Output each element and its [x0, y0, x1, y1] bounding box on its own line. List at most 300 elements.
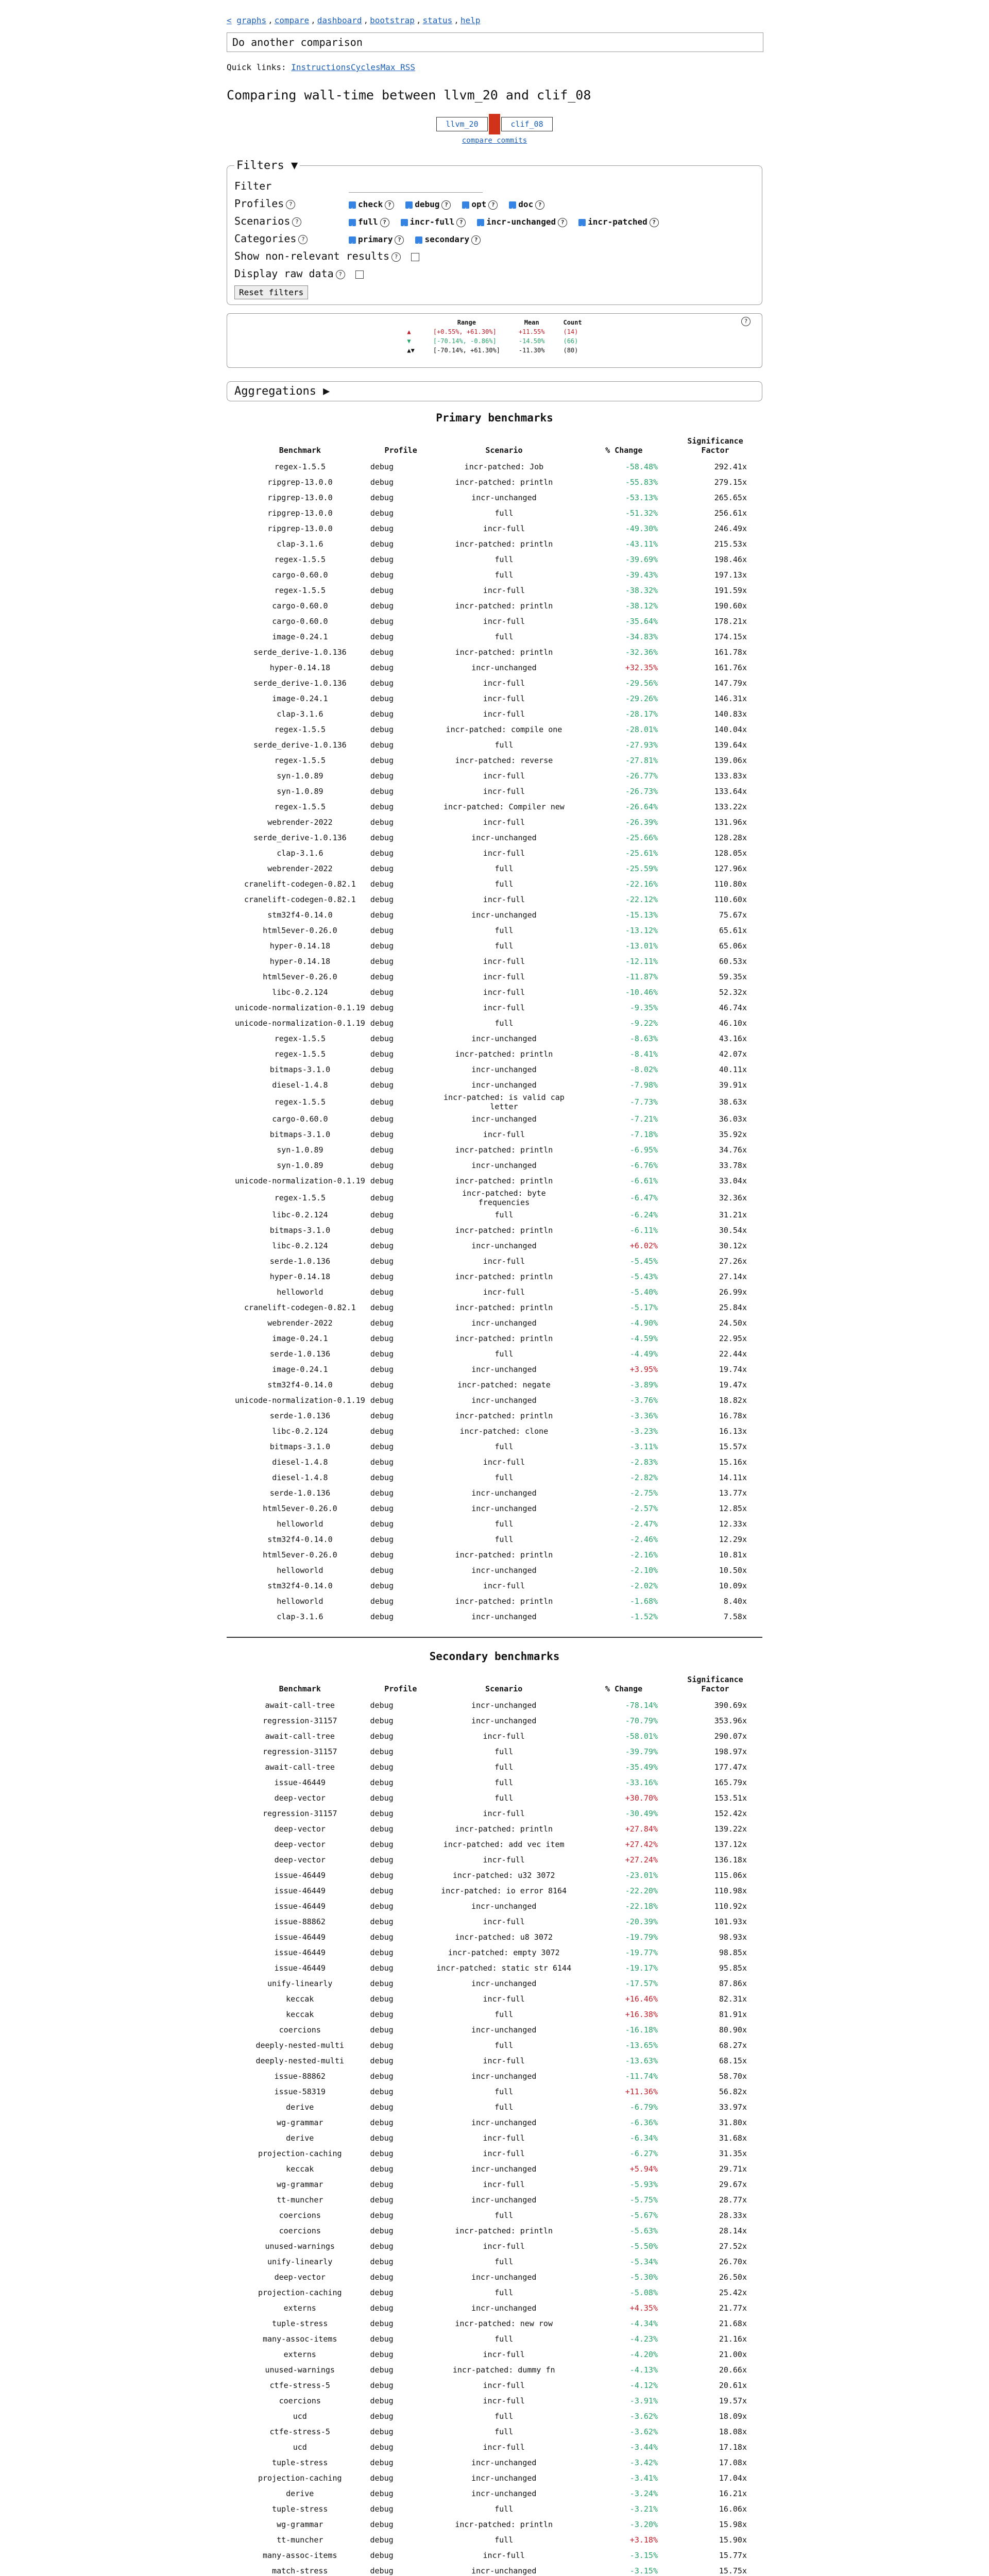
benchmark-name[interactable]: helloworld	[277, 1566, 323, 1575]
benchmark-name[interactable]: issue-46449	[274, 1871, 326, 1880]
swap-button[interactable]	[489, 114, 500, 134]
benchmark-name[interactable]: regex-1.5.5	[274, 725, 326, 734]
benchmark-name[interactable]: cranelift-codegen-0.82.1	[244, 879, 356, 889]
percent-change[interactable]: -22.12%	[625, 895, 658, 904]
percent-change[interactable]: -3.20%	[629, 2520, 658, 2529]
benchmark-name[interactable]: serde-1.0.136	[269, 1349, 331, 1359]
percent-change[interactable]: -9.22%	[629, 1019, 658, 1028]
percent-change[interactable]: -20.39%	[625, 1917, 658, 1926]
benchmark-name[interactable]: libc-0.2.124	[272, 1241, 328, 1250]
benchmark-name[interactable]: deeply-nested-multi	[255, 2041, 345, 2050]
nonrelevant-checkbox[interactable]	[411, 253, 419, 261]
percent-change[interactable]: -5.08%	[629, 2288, 658, 2297]
benchmark-name[interactable]: issue-58319	[274, 2087, 326, 2096]
percent-change[interactable]: -5.63%	[629, 2226, 658, 2235]
percent-change[interactable]: -4.23%	[629, 2334, 658, 2344]
benchmark-name[interactable]: unused-warnings	[265, 2242, 335, 2251]
help-icon[interactable]: ?	[488, 200, 498, 210]
benchmark-name[interactable]: serde-1.0.136	[269, 1488, 331, 1498]
benchmark-name[interactable]: cargo-0.60.0	[272, 1114, 328, 1124]
percent-change[interactable]: +11.36%	[625, 2087, 658, 2096]
column-header[interactable]: % Change	[605, 446, 643, 455]
column-header[interactable]: Profile	[384, 446, 417, 455]
percent-change[interactable]: -3.76%	[629, 1396, 658, 1405]
benchmark-name[interactable]: image-0.24.1	[272, 1334, 328, 1343]
benchmark-name[interactable]: helloworld	[277, 1597, 323, 1606]
benchmark-name[interactable]: html5ever-0.26.0	[263, 1550, 337, 1560]
percent-change[interactable]: -13.65%	[625, 2041, 658, 2050]
scenario-checkbox-incr-full[interactable]	[401, 213, 466, 231]
column-header[interactable]: Significance Factor	[687, 436, 743, 455]
benchmark-name[interactable]: clap-3.1.6	[277, 709, 323, 719]
aggregations-toggle[interactable]: Aggregations ▶	[227, 381, 762, 401]
percent-change[interactable]: -6.76%	[629, 1161, 658, 1170]
reset-filters-button[interactable]: Reset filters	[234, 285, 308, 299]
benchmark-name[interactable]: deep-vector	[274, 2273, 326, 2282]
percent-change[interactable]: -26.39%	[625, 818, 658, 827]
percent-change[interactable]: -2.82%	[629, 1473, 658, 1482]
percent-change[interactable]: -3.91%	[629, 2396, 658, 2405]
benchmark-name[interactable]: deep-vector	[274, 1793, 326, 1803]
percent-change[interactable]: -25.66%	[625, 833, 658, 842]
benchmark-name[interactable]: issue-46449	[274, 1933, 326, 1942]
percent-change[interactable]: -2.75%	[629, 1488, 658, 1498]
benchmark-name[interactable]: issue-46449	[274, 1963, 326, 1973]
benchmark-name[interactable]: diesel-1.4.8	[272, 1473, 328, 1482]
column-header[interactable]: Significance Factor	[687, 1675, 743, 1693]
help-icon[interactable]: ?	[298, 235, 308, 244]
help-icon[interactable]: ?	[336, 270, 345, 279]
benchmark-name[interactable]: clap-3.1.6	[277, 849, 323, 858]
percent-change[interactable]: -4.12%	[629, 2381, 658, 2390]
percent-change[interactable]: -22.20%	[625, 1886, 658, 1895]
benchmark-name[interactable]: hyper-0.14.18	[269, 957, 331, 966]
percent-change[interactable]: -1.68%	[629, 1597, 658, 1606]
percent-change[interactable]: -28.01%	[625, 725, 658, 734]
profile-checkbox-check[interactable]	[349, 196, 394, 213]
benchmark-name[interactable]: libc-0.2.124	[272, 1427, 328, 1436]
percent-change[interactable]: -6.24%	[629, 1210, 658, 1219]
benchmark-name[interactable]: bitmaps-3.1.0	[269, 1065, 331, 1074]
percent-change[interactable]: -6.11%	[629, 1226, 658, 1235]
benchmark-name[interactable]: deep-vector	[274, 1855, 326, 1865]
benchmark-name[interactable]: deep-vector	[274, 1824, 326, 1834]
benchmark-name[interactable]: serde_derive-1.0.136	[253, 648, 347, 657]
benchmark-name[interactable]: deep-vector	[274, 1840, 326, 1849]
percent-change[interactable]: -2.57%	[629, 1504, 658, 1513]
percent-change[interactable]: -22.18%	[625, 1902, 658, 1911]
percent-change[interactable]: -16.18%	[625, 2025, 658, 2035]
benchmark-name[interactable]: bitmaps-3.1.0	[269, 1226, 331, 1235]
benchmark-name[interactable]: unused-warnings	[265, 2365, 335, 2375]
column-header[interactable]: Benchmark	[279, 1684, 321, 1693]
benchmark-name[interactable]: stm32f4-0.14.0	[267, 1380, 333, 1389]
benchmark-name[interactable]: webrender-2022	[267, 864, 333, 873]
left-commit-box[interactable]: llvm_20	[436, 117, 488, 131]
percent-change[interactable]: -3.42%	[629, 2458, 658, 2467]
benchmark-name[interactable]: cargo-0.60.0	[272, 570, 328, 580]
benchmark-name[interactable]: externs	[283, 2350, 316, 2359]
percent-change[interactable]: -3.44%	[629, 2443, 658, 2452]
benchmark-name[interactable]: ripgrep-13.0.0	[267, 509, 333, 518]
benchmark-name[interactable]: regex-1.5.5	[274, 1097, 326, 1107]
percent-change[interactable]: -4.34%	[629, 2319, 658, 2328]
percent-change[interactable]: -35.64%	[625, 617, 658, 626]
benchmark-name[interactable]: helloworld	[277, 1519, 323, 1529]
quick-link-max-rss[interactable]: Max RSS	[380, 62, 416, 72]
benchmark-name[interactable]: html5ever-0.26.0	[263, 972, 337, 981]
benchmark-name[interactable]: regex-1.5.5	[274, 555, 326, 564]
percent-change[interactable]: -5.30%	[629, 2273, 658, 2282]
percent-change[interactable]: -38.12%	[625, 601, 658, 611]
nav-link-dashboard[interactable]: dashboard	[317, 15, 362, 25]
benchmark-name[interactable]: many-assoc-items	[262, 2551, 337, 2560]
benchmark-name[interactable]: derive	[286, 2133, 314, 2143]
benchmark-name[interactable]: hyper-0.14.18	[269, 941, 331, 951]
help-icon[interactable]: ?	[395, 235, 404, 245]
percent-change[interactable]: -29.26%	[625, 694, 658, 703]
benchmark-name[interactable]: wg-grammar	[277, 2520, 323, 2529]
benchmark-name[interactable]: unify-linearly	[267, 2257, 333, 2266]
column-header[interactable]: Benchmark	[279, 446, 321, 455]
percent-change[interactable]: -38.32%	[625, 586, 658, 595]
percent-change[interactable]: -58.48%	[625, 462, 658, 471]
nav-home-link[interactable]: <	[227, 15, 232, 25]
benchmark-name[interactable]: diesel-1.4.8	[272, 1080, 328, 1090]
percent-change[interactable]: +6.02%	[629, 1241, 658, 1250]
nav-link-compare[interactable]: compare	[274, 15, 310, 25]
benchmark-name[interactable]: unicode-normalization-0.1.19	[234, 1176, 365, 1185]
benchmark-name[interactable]: cranelift-codegen-0.82.1	[244, 895, 356, 904]
percent-change[interactable]: -3.62%	[629, 2412, 658, 2421]
percent-change[interactable]: -8.02%	[629, 1065, 658, 1074]
benchmark-name[interactable]: syn-1.0.89	[277, 787, 323, 796]
percent-change[interactable]: -58.01%	[625, 1732, 658, 1741]
percent-change[interactable]: -1.52%	[629, 1612, 658, 1621]
percent-change[interactable]: -2.47%	[629, 1519, 658, 1529]
quick-link-cycles[interactable]: Cycles	[350, 62, 381, 72]
percent-change[interactable]: -13.63%	[625, 2056, 658, 2065]
help-icon[interactable]: ?	[292, 217, 301, 227]
percent-change[interactable]: -7.21%	[629, 1114, 658, 1124]
benchmark-name[interactable]: projection-caching	[258, 2288, 342, 2297]
percent-change[interactable]: -2.16%	[629, 1550, 658, 1560]
percent-change[interactable]: -5.50%	[629, 2242, 658, 2251]
help-icon[interactable]: ?	[535, 200, 544, 210]
help-icon[interactable]: ?	[558, 218, 567, 227]
percent-change[interactable]: -3.23%	[629, 1427, 658, 1436]
benchmark-name[interactable]: regex-1.5.5	[274, 586, 326, 595]
percent-change[interactable]: -27.81%	[625, 756, 658, 765]
percent-change[interactable]: -7.73%	[629, 1097, 658, 1107]
percent-change[interactable]: -3.15%	[629, 2551, 658, 2560]
benchmark-name[interactable]: helloworld	[277, 1287, 323, 1297]
benchmark-name[interactable]: ucd	[293, 2443, 307, 2452]
benchmark-name[interactable]: wg-grammar	[277, 2118, 323, 2127]
percent-change[interactable]: -3.21%	[629, 2504, 658, 2514]
benchmark-name[interactable]: ripgrep-13.0.0	[267, 493, 333, 502]
profile-checkbox-opt[interactable]	[462, 196, 498, 213]
percent-change[interactable]: -3.41%	[629, 2473, 658, 2483]
percent-change[interactable]: -15.13%	[625, 910, 658, 920]
percent-change[interactable]: -3.24%	[629, 2489, 658, 2498]
percent-change[interactable]: -25.59%	[625, 864, 658, 873]
column-header[interactable]: Scenario	[485, 1684, 523, 1693]
benchmark-name[interactable]: wg-grammar	[277, 2180, 323, 2189]
percent-change[interactable]: +16.38%	[625, 2010, 658, 2019]
benchmark-name[interactable]: regression-31157	[262, 1747, 337, 1756]
percent-change[interactable]: -12.11%	[625, 957, 658, 966]
benchmark-name[interactable]: coercions	[279, 2226, 321, 2235]
benchmark-name[interactable]: serde-1.0.136	[269, 1411, 331, 1420]
help-icon[interactable]: ?	[650, 218, 659, 227]
column-header[interactable]: % Change	[605, 1684, 643, 1693]
percent-change[interactable]: -2.83%	[629, 1458, 658, 1467]
percent-change[interactable]: -49.30%	[625, 524, 658, 533]
percent-change[interactable]: -19.77%	[625, 1948, 658, 1957]
percent-change[interactable]: -5.75%	[629, 2195, 658, 2205]
percent-change[interactable]: -13.01%	[625, 941, 658, 951]
percent-change[interactable]: -5.67%	[629, 2211, 658, 2220]
benchmark-name[interactable]: stm32f4-0.14.0	[267, 1581, 333, 1590]
percent-change[interactable]: -4.49%	[629, 1349, 658, 1359]
percent-change[interactable]: -6.95%	[629, 1145, 658, 1155]
percent-change[interactable]: -23.01%	[625, 1871, 658, 1880]
benchmark-name[interactable]: image-0.24.1	[272, 632, 328, 641]
benchmark-name[interactable]: regex-1.5.5	[274, 756, 326, 765]
percent-change[interactable]: +27.84%	[625, 1824, 658, 1834]
column-header[interactable]: Scenario	[485, 446, 523, 455]
column-header[interactable]: Profile	[384, 1684, 417, 1693]
benchmark-name[interactable]: diesel-1.4.8	[272, 1458, 328, 1467]
help-icon[interactable]: ?	[385, 200, 394, 210]
percent-change[interactable]: -28.17%	[625, 709, 658, 719]
percent-change[interactable]: -7.98%	[629, 1080, 658, 1090]
percent-change[interactable]: -33.16%	[625, 1778, 658, 1787]
percent-change[interactable]: -8.41%	[629, 1049, 658, 1059]
benchmark-name[interactable]: await-call-tree	[265, 1701, 335, 1710]
benchmark-name[interactable]: unicode-normalization-0.1.19	[234, 1019, 365, 1028]
percent-change[interactable]: -2.46%	[629, 1535, 658, 1544]
benchmark-name[interactable]: issue-88862	[274, 2072, 326, 2081]
percent-change[interactable]: -11.87%	[625, 972, 658, 981]
filter-input[interactable]	[349, 181, 483, 193]
percent-change[interactable]: +27.24%	[625, 1855, 658, 1865]
help-icon[interactable]: ?	[456, 218, 466, 227]
percent-change[interactable]: -4.59%	[629, 1334, 658, 1343]
benchmark-name[interactable]: hyper-0.14.18	[269, 1272, 331, 1281]
percent-change[interactable]: -11.74%	[625, 2072, 658, 2081]
nav-link-graphs[interactable]: graphs	[236, 15, 267, 25]
benchmark-name[interactable]: ripgrep-13.0.0	[267, 524, 333, 533]
percent-change[interactable]: -9.35%	[629, 1003, 658, 1012]
percent-change[interactable]: -6.34%	[629, 2133, 658, 2143]
benchmark-name[interactable]: projection-caching	[258, 2149, 342, 2158]
percent-change[interactable]: -6.27%	[629, 2149, 658, 2158]
benchmark-name[interactable]: clap-3.1.6	[277, 539, 323, 549]
percent-change[interactable]: -4.13%	[629, 2365, 658, 2375]
percent-change[interactable]: -32.36%	[625, 648, 658, 657]
benchmark-name[interactable]: serde-1.0.136	[269, 1257, 331, 1266]
benchmark-name[interactable]: cranelift-codegen-0.82.1	[244, 1303, 356, 1312]
percent-change[interactable]: -5.45%	[629, 1257, 658, 1266]
percent-change[interactable]: -6.47%	[629, 1193, 658, 1202]
benchmark-name[interactable]: unicode-normalization-0.1.19	[234, 1003, 365, 1012]
benchmark-name[interactable]: serde_derive-1.0.136	[253, 679, 347, 688]
benchmark-name[interactable]: libc-0.2.124	[272, 988, 328, 997]
help-icon[interactable]: ?	[741, 317, 751, 326]
help-icon[interactable]: ?	[380, 218, 389, 227]
percent-change[interactable]: +30.70%	[625, 1793, 658, 1803]
raw-data-checkbox[interactable]	[355, 270, 364, 279]
compare-commits-link[interactable]: compare commits	[462, 137, 527, 145]
percent-change[interactable]: +3.18%	[629, 2535, 658, 2545]
profile-checkbox-debug[interactable]	[405, 196, 451, 213]
benchmark-name[interactable]: regression-31157	[262, 1716, 337, 1725]
benchmark-name[interactable]: issue-88862	[274, 1917, 326, 1926]
percent-change[interactable]: -25.61%	[625, 849, 658, 858]
benchmark-name[interactable]: regex-1.5.5	[274, 462, 326, 471]
benchmark-name[interactable]: tuple-stress	[272, 2319, 328, 2328]
benchmark-name[interactable]: unicode-normalization-0.1.19	[234, 1396, 365, 1405]
benchmark-name[interactable]: externs	[283, 2303, 316, 2313]
help-icon[interactable]: ?	[391, 252, 401, 262]
benchmark-name[interactable]: regex-1.5.5	[274, 802, 326, 811]
percent-change[interactable]: -6.79%	[629, 2103, 658, 2112]
benchmark-name[interactable]: webrender-2022	[267, 1318, 333, 1328]
percent-change[interactable]: +27.42%	[625, 1840, 658, 1849]
percent-change[interactable]: -55.83%	[625, 478, 658, 487]
benchmark-name[interactable]: stm32f4-0.14.0	[267, 910, 333, 920]
percent-change[interactable]: -10.46%	[625, 988, 658, 997]
percent-change[interactable]: -39.43%	[625, 570, 658, 580]
percent-change[interactable]: -2.02%	[629, 1581, 658, 1590]
nav-link-help[interactable]: help	[460, 15, 481, 25]
percent-change[interactable]: -5.40%	[629, 1287, 658, 1297]
benchmark-name[interactable]: serde_derive-1.0.136	[253, 833, 347, 842]
percent-change[interactable]: +32.35%	[625, 663, 658, 672]
right-commit-box[interactable]: clif_08	[501, 117, 553, 131]
benchmark-name[interactable]: issue-46449	[274, 1948, 326, 1957]
percent-change[interactable]: -34.83%	[625, 632, 658, 641]
percent-change[interactable]: -39.69%	[625, 555, 658, 564]
benchmark-name[interactable]: issue-46449	[274, 1886, 326, 1895]
benchmark-name[interactable]: syn-1.0.89	[277, 1145, 323, 1155]
benchmark-name[interactable]: await-call-tree	[265, 1762, 335, 1772]
percent-change[interactable]: -8.63%	[629, 1034, 658, 1043]
percent-change[interactable]: -13.12%	[625, 926, 658, 935]
percent-change[interactable]: -35.49%	[625, 1762, 658, 1772]
percent-change[interactable]: -39.79%	[625, 1747, 658, 1756]
category-checkbox-primary[interactable]	[349, 231, 404, 248]
benchmark-name[interactable]: issue-46449	[274, 1902, 326, 1911]
nav-link-status[interactable]: status	[422, 15, 453, 25]
benchmark-name[interactable]: image-0.24.1	[272, 1365, 328, 1374]
benchmark-name[interactable]: stm32f4-0.14.0	[267, 1535, 333, 1544]
benchmark-name[interactable]: clap-3.1.6	[277, 1612, 323, 1621]
percent-change[interactable]: -3.36%	[629, 1411, 658, 1420]
percent-change[interactable]: -5.34%	[629, 2257, 658, 2266]
benchmark-name[interactable]: regex-1.5.5	[274, 1049, 326, 1059]
scenario-checkbox-incr-unchanged[interactable]	[477, 213, 567, 231]
benchmark-name[interactable]: coercions	[279, 2025, 321, 2035]
percent-change[interactable]: -3.62%	[629, 2427, 658, 2436]
benchmark-name[interactable]: cargo-0.60.0	[272, 617, 328, 626]
benchmark-name[interactable]: await-call-tree	[265, 1732, 335, 1741]
benchmark-name[interactable]: cargo-0.60.0	[272, 601, 328, 611]
percent-change[interactable]: -29.56%	[625, 679, 658, 688]
percent-change[interactable]: -17.57%	[625, 1979, 658, 1988]
percent-change[interactable]: -5.17%	[629, 1303, 658, 1312]
percent-change[interactable]: -43.11%	[625, 539, 658, 549]
benchmark-name[interactable]: tuple-stress	[272, 2458, 328, 2467]
scenario-checkbox-incr-patched[interactable]	[578, 213, 659, 231]
percent-change[interactable]: +5.94%	[629, 2164, 658, 2174]
percent-change[interactable]: +4.35%	[629, 2303, 658, 2313]
percent-change[interactable]: -30.49%	[625, 1809, 658, 1818]
benchmark-name[interactable]: tt-muncher	[277, 2195, 323, 2205]
benchmark-name[interactable]: tt-muncher	[277, 2535, 323, 2545]
benchmark-name[interactable]: bitmaps-3.1.0	[269, 1130, 331, 1139]
benchmark-name[interactable]: ripgrep-13.0.0	[267, 478, 333, 487]
benchmark-name[interactable]: derive	[286, 2103, 314, 2112]
benchmark-name[interactable]: tuple-stress	[272, 2504, 328, 2514]
benchmark-name[interactable]: unify-linearly	[267, 1979, 333, 1988]
percent-change[interactable]: -70.79%	[625, 1716, 658, 1725]
benchmark-name[interactable]: regex-1.5.5	[274, 1034, 326, 1043]
benchmark-name[interactable]: issue-46449	[274, 1778, 326, 1787]
percent-change[interactable]: -6.61%	[629, 1176, 658, 1185]
benchmark-name[interactable]: bitmaps-3.1.0	[269, 1442, 331, 1451]
benchmark-name[interactable]: keccak	[286, 2010, 314, 2019]
benchmark-name[interactable]: deeply-nested-multi	[255, 2056, 345, 2065]
percent-change[interactable]: -26.77%	[625, 771, 658, 781]
benchmark-name[interactable]: libc-0.2.124	[272, 1210, 328, 1219]
category-checkbox-secondary[interactable]	[415, 231, 481, 248]
comparison-select[interactable]: Do another comparison	[227, 32, 763, 52]
benchmark-name[interactable]: match-stress	[272, 2566, 328, 2575]
benchmark-name[interactable]: keccak	[286, 2164, 314, 2174]
percent-change[interactable]: -4.20%	[629, 2350, 658, 2359]
benchmark-name[interactable]: ctfe-stress-5	[269, 2427, 330, 2436]
percent-change[interactable]: -7.18%	[629, 1130, 658, 1139]
benchmark-name[interactable]: coercions	[279, 2396, 321, 2405]
percent-change[interactable]: -26.64%	[625, 802, 658, 811]
benchmark-name[interactable]: regression-31157	[262, 1809, 337, 1818]
percent-change[interactable]: -6.36%	[629, 2118, 658, 2127]
percent-change[interactable]: -3.89%	[629, 1380, 658, 1389]
help-icon[interactable]: ?	[471, 235, 481, 245]
percent-change[interactable]: +16.46%	[625, 1994, 658, 2004]
percent-change[interactable]: -19.79%	[625, 1933, 658, 1942]
benchmark-name[interactable]: html5ever-0.26.0	[263, 926, 337, 935]
nav-link-bootstrap[interactable]: bootstrap	[370, 15, 415, 25]
benchmark-name[interactable]: ucd	[293, 2412, 307, 2421]
benchmark-name[interactable]: projection-caching	[258, 2473, 342, 2483]
benchmark-name[interactable]: image-0.24.1	[272, 694, 328, 703]
quick-link-instructions[interactable]: Instructions	[291, 62, 351, 72]
benchmark-name[interactable]: coercions	[279, 2211, 321, 2220]
percent-change[interactable]: -5.43%	[629, 1272, 658, 1281]
benchmark-name[interactable]: keccak	[286, 1994, 314, 2004]
percent-change[interactable]: -51.32%	[625, 509, 658, 518]
benchmark-name[interactable]: regex-1.5.5	[274, 1193, 326, 1202]
filters-legend[interactable]: Filters ▼	[236, 159, 298, 172]
benchmark-name[interactable]: syn-1.0.89	[277, 771, 323, 781]
benchmark-name[interactable]: syn-1.0.89	[277, 1161, 323, 1170]
help-icon[interactable]: ?	[286, 200, 295, 209]
percent-change[interactable]: -5.93%	[629, 2180, 658, 2189]
